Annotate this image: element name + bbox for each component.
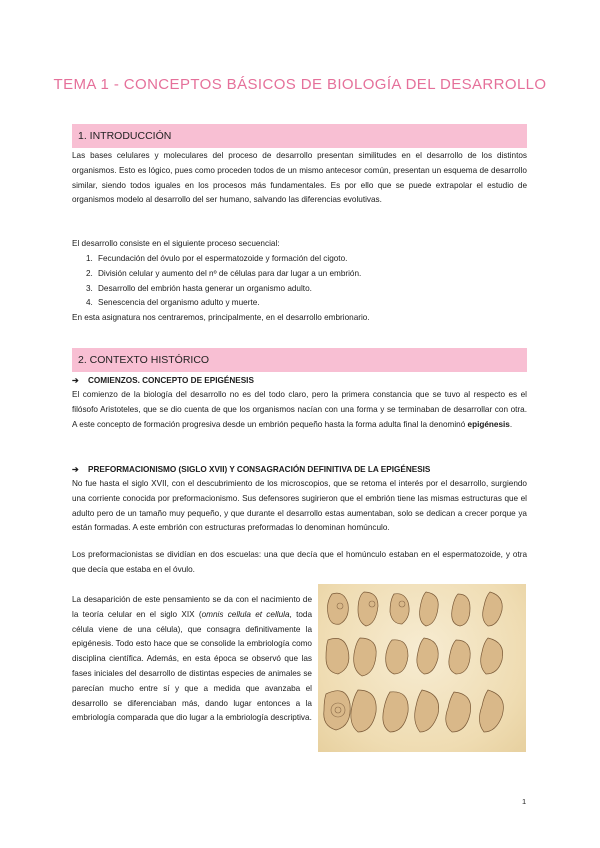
page-number: 1 xyxy=(522,797,527,806)
subheading-comienzos xyxy=(72,374,527,388)
list-item xyxy=(72,296,527,311)
embryo-comparison-figure xyxy=(318,584,526,752)
schools-paragraph: Los preformacionistas se dividían en dos escuelas: una que decía que el homúnculo estaban en el espermatozoide, y otra que decía que estaba en el óvulo. xyxy=(72,550,527,574)
embryo-drawing xyxy=(383,692,408,732)
term-epigenesis: epigénesis xyxy=(467,419,510,429)
intro-paragraph: Las bases celulares y moleculares del proceso de desarrollo presentan similitudes en el desarrollo de los distintos organismos. Esto es lógico, pues como proceden todos de un mismo antecesor común, presentan un esquema de desarrollo similar, siendo todos iguales en los procesos más fundamentales. Es por ello que se puede extrapolar el estudio de organismos modelo al desarrollo del ser humano, salvando las diferencias evolutivas. xyxy=(72,151,527,205)
embryo-drawing xyxy=(481,638,503,674)
embryo-drawing xyxy=(420,592,439,626)
embryo-illustration xyxy=(318,584,526,752)
embryo-drawing xyxy=(446,692,471,732)
list-item-number: 2. xyxy=(86,268,93,278)
sequence-intro: El desarrollo consiste en el siguiente proceso secuencial: xyxy=(72,239,280,248)
page-title: TEMA 1 - CONCEPTOS BÁSICOS DE BIOLOGÍA DEL DESARROLLO xyxy=(53,76,547,93)
paragraph-text: La desaparición de este pensamiento se da con el nacimiento de la teoría celular en el siglo XIX ( xyxy=(72,595,312,619)
embryo-drawing xyxy=(390,594,409,624)
list-item-text: División celular y aumento del nº de células para dar lugar a un embrión. xyxy=(98,268,362,278)
embryo-drawing xyxy=(449,640,470,674)
subheading-preformacionismo xyxy=(72,463,527,477)
cell-theory-paragraph xyxy=(72,593,312,726)
section-heading-contexto-historico: 2. CONTEXTO HISTÓRICO xyxy=(72,348,527,372)
subheading-text: PREFORMACIONISMO (SIGLO XVII) Y CONSAGRACIÓN DEFINITIVA DE LA EPIGÉNESIS xyxy=(88,465,431,474)
list-item-text: Fecundación del óvulo por el espermatozoide y formación del cigoto. xyxy=(98,254,348,263)
arrow-icon: ➔ xyxy=(72,465,79,474)
list-item xyxy=(72,252,527,267)
list-item-number: 3. xyxy=(86,283,93,293)
embryo-drawing xyxy=(415,690,439,732)
embryo-drawing xyxy=(386,640,408,674)
epigenesis-paragraph xyxy=(72,388,527,432)
subheading-text: COMIENZOS. CONCEPTO DE EPIGÉNESIS xyxy=(88,376,254,385)
paragraph-text: El comienzo de la biología del desarrollo no es del todo claro, pero la primera constancia que se tuvo al respecto es el filósofo Aristoteles, que se dio cuenta de que los organismos nacían con una forma y se terminaban de desarrollar con otra. A este concepto de formación progresiva desde un embrión pequeño hasta la forma adulta final la denominó xyxy=(72,390,527,429)
latin-phrase: omnis cellula et cellula xyxy=(201,609,290,619)
development-steps-list xyxy=(72,252,527,311)
preformacionismo-paragraph: No fue hasta el siglo XVII, con el descubrimiento de los microscopios, que se retoma el interés por el desarrollo, surgiendo una corriente conocida por preformacionismo. Sus defensores sugirieron que el embrión tiene las mismas estructuras que el adulto pero de un tamaño muy pequeño, y que durante el desarrollo estas aumentaban, solo se dedican a crecer porque ya están formadas. A este embrión con estructuras preformadas lo denominan homúnculo. xyxy=(72,479,527,533)
list-item-text: Senescencia del organismo adulto y muerte. xyxy=(98,298,260,308)
embryo-drawing xyxy=(328,593,349,624)
embryo-drawing xyxy=(479,690,503,732)
list-item xyxy=(72,267,527,282)
list-item-number: 4. xyxy=(86,298,93,308)
arrow-icon: ➔ xyxy=(72,376,79,385)
focus-paragraph: En esta asignatura nos centraremos, principalmente, en el desarrollo embrionario. xyxy=(72,313,370,322)
list-item-text: Desarrollo del embrión hasta generar un organismo adulto. xyxy=(98,283,312,293)
embryo-drawing xyxy=(452,594,470,626)
list-item-number: 1. xyxy=(86,254,93,263)
paragraph-text: , toda célula viene de una célula), que consagra definitivamente la epigénesis. Todo esto hace que se consolide la embriología como disciplina científica. Además, en esta época se observó que las fases iniciales del desarrollo de distintas especies de animales se parecían mucho entre sí y que a medida que avanzaba el desarrollo se diferenciaban más, dando lugar entonces a la embriología comparada que dio lugar a la embriología descriptiva. xyxy=(72,609,312,723)
paragraph-end: . xyxy=(509,419,513,429)
embryo-drawing xyxy=(354,638,377,676)
embryo-drawing xyxy=(324,691,350,730)
embryo-drawing xyxy=(326,638,349,674)
embryo-drawing xyxy=(351,690,376,732)
embryo-drawing xyxy=(483,592,503,626)
embryo-drawing xyxy=(358,592,378,626)
embryo-drawing xyxy=(417,638,438,674)
section-heading-introduccion: 1. INTRODUCCIÓN xyxy=(72,124,527,148)
list-item xyxy=(72,282,527,297)
